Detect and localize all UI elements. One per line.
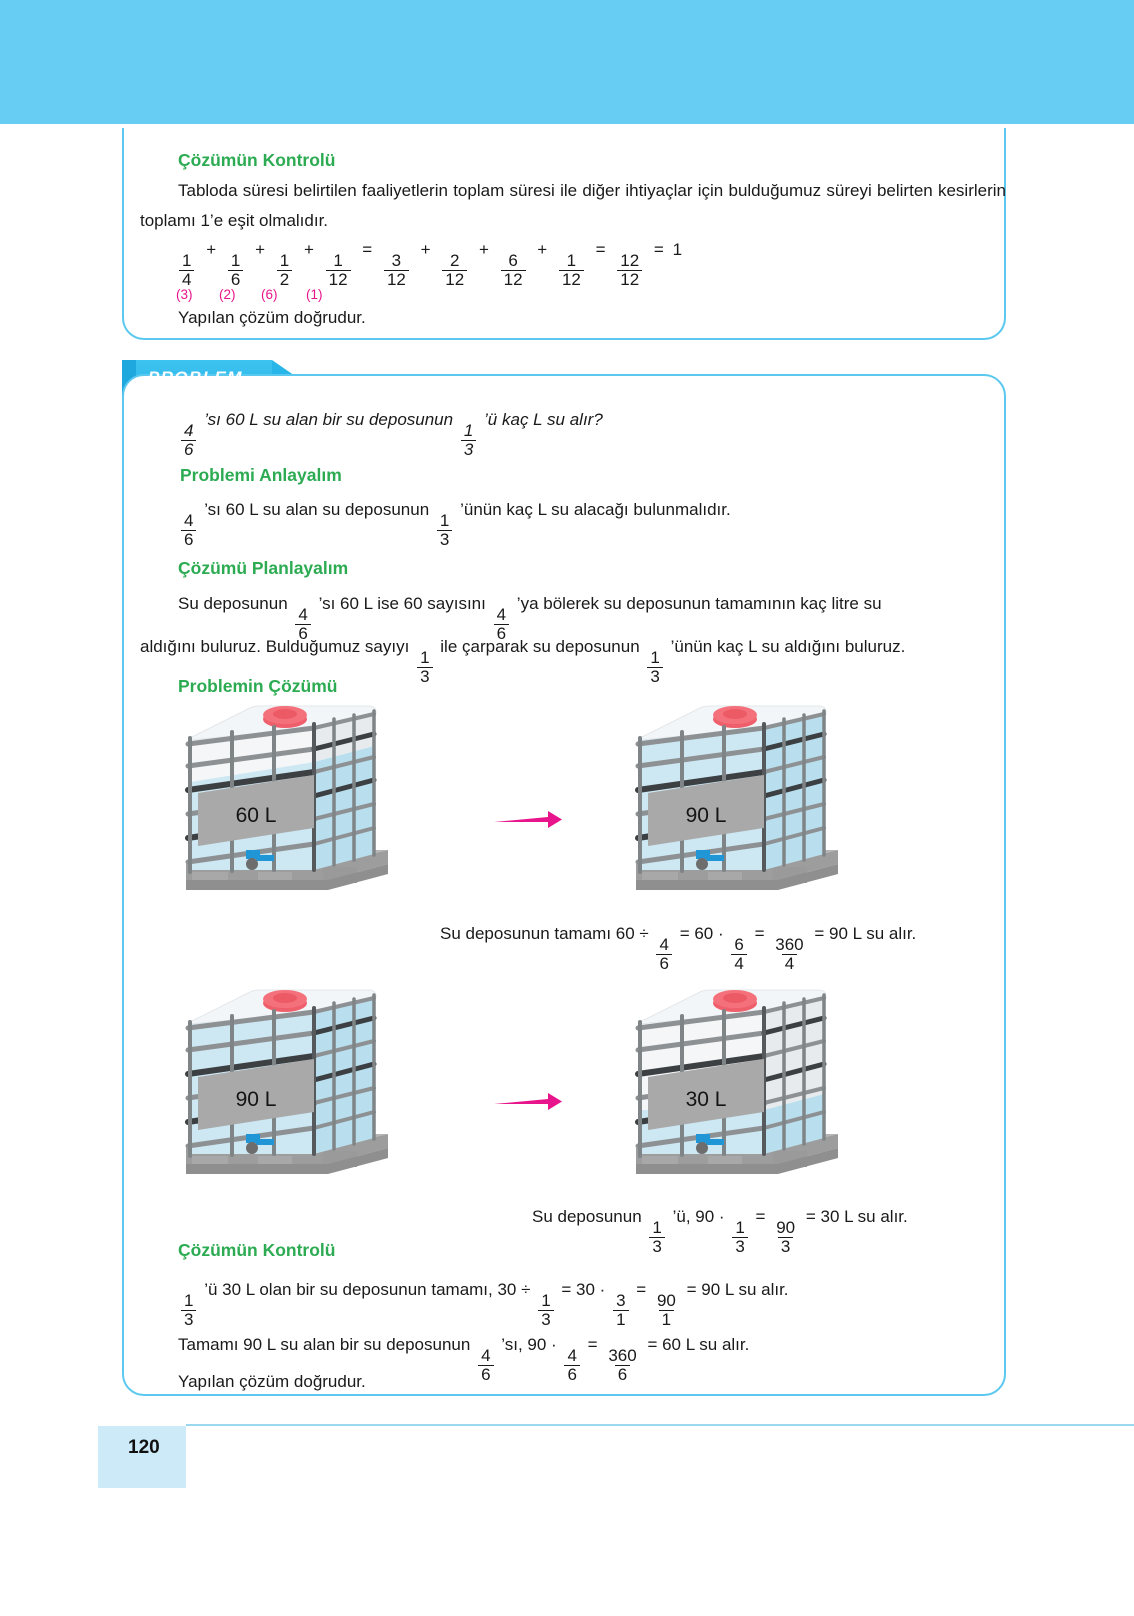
tank-30l <box>628 988 846 1184</box>
problem-statement-pre: ’sı 60 L su alan bir su deposunun <box>204 410 454 429</box>
eq1-eq1: = 60 · <box>679 924 724 943</box>
tank-lid-icon <box>263 706 307 728</box>
tank-90l <box>178 988 396 1184</box>
fc2-frac-360-6: $\frac{360}{6}$ <box>608 1345 637 1384</box>
tank-90l-full <box>628 704 846 900</box>
understand-heading: Problemi Anlayalım <box>180 465 342 485</box>
plan-l2-a: aldığını buluruz. Bulduğumuz sayıyı <box>140 637 410 656</box>
understand-frac-1-3: $\frac{1}{3}$ <box>437 512 452 548</box>
fraction-1-12-b: $\frac{1}{12}$ <box>559 252 584 288</box>
tank-label: 90 L <box>685 804 727 827</box>
solution-equation-2 <box>532 1207 908 1255</box>
fc1-frac-90-1: $\frac{90}{1}$ <box>656 1290 676 1329</box>
plan-heading: Çözümü Planlayalım <box>178 558 349 578</box>
solution-check-heading: Çözümün Kontrolü <box>178 150 336 170</box>
page-header-band <box>0 0 1134 124</box>
understand-text-mid: ’sı 60 L su alan su deposunun <box>204 500 430 519</box>
fc2-a: Tamamı 90 L su alan bir su deposunun <box>178 1335 471 1354</box>
fraction-3-12: $\frac{3}{12}$ <box>384 252 409 288</box>
fc2-b: ’sı, 90 · <box>501 1335 557 1354</box>
understand-text-end: ’ünün kaç L su alacağı bulunmalıdır. <box>460 500 731 519</box>
tank-lid-icon <box>713 706 757 728</box>
problem-banner-label: PROBLEM <box>148 368 243 387</box>
fraction-sum-equation: $\frac{1}{4}$ + $\frac{1}{6}$ + $\frac{1}{2}$ + $\frac{1}{12}$ = $\frac{3}{12}$ + $\frac{2}{12}$ + $\frac{6}{12}$ + $\frac{1}{12}$ = $\frac{12}{12}$ = 1 <box>176 240 682 288</box>
eq1-frac-6-4: $\frac{6}{4}$ <box>731 936 746 972</box>
solution-equation-1 <box>440 924 916 972</box>
eq1-eq2: = <box>754 924 765 943</box>
equation-result: 1 <box>672 240 683 259</box>
eq1-prefix: Su deposunun tamamı 60 ÷ <box>440 924 649 943</box>
plan-frac-4-6-a: $\frac{4}{6}$ <box>295 606 310 642</box>
eq2-frac-1-3-a: $\frac{1}{3}$ <box>649 1219 664 1255</box>
fraction-12-12: $\frac{12}{12}$ <box>617 252 642 288</box>
fraction-2-12: $\frac{2}{12}$ <box>442 252 467 288</box>
page-number: 120 <box>128 1437 160 1458</box>
multiplier-1: (1) <box>306 287 323 302</box>
eq2-frac-90-3: $\frac{90}{3}$ <box>776 1217 796 1256</box>
problem-frac-1-3: $\frac{1}{3}$ <box>461 422 476 458</box>
fc1-d: = 90 L su alır. <box>686 1280 789 1299</box>
plan-l1-b: ’sı 60 L ise 60 sayısını <box>318 594 486 613</box>
final-check-line-1 <box>178 1280 789 1328</box>
tank-60l <box>178 704 396 900</box>
eq2-eq2: = <box>755 1207 766 1226</box>
plan-line-1 <box>178 594 882 642</box>
fc1-b: = 30 · <box>561 1280 606 1299</box>
problem-statement-post: ’ü kaç L su alır? <box>484 410 603 429</box>
fc1-frac-1-3: $\frac{1}{3}$ <box>181 1292 196 1328</box>
tank-label: 60 L <box>235 804 277 827</box>
eq1-frac-360-4: $\frac{360}{4}$ <box>775 934 804 973</box>
plan-l1-c: ’ya bölerek su deposunun tamamının kaç litre su <box>516 594 882 613</box>
multiplier-6: (6) <box>261 287 278 302</box>
fc2-frac-4-6-b: $\frac{4}{6}$ <box>564 1347 579 1383</box>
plan-frac-4-6-b: $\frac{4}{6}$ <box>494 606 509 642</box>
solution-check-conclusion: Yapılan çözüm doğrudur. <box>178 308 366 327</box>
fc2-d: = 60 L su alır. <box>647 1335 750 1354</box>
fc1-a: ’ü 30 L olan bir su deposunun tamamı, 30 ÷ <box>204 1280 531 1299</box>
problem-frac-4-6: $\frac{4}{6}$ <box>181 422 196 458</box>
fc2-frac-4-6-a: $\frac{4}{6}$ <box>478 1347 493 1383</box>
arrow-right-icon-1 <box>494 810 562 835</box>
understand-line <box>178 500 731 548</box>
tank-label: 30 L <box>685 1088 727 1111</box>
multiplier-2: (2) <box>219 287 236 302</box>
arrow-right-icon-2 <box>494 1092 562 1117</box>
multiplier-3: (3) <box>176 287 193 302</box>
plan-frac-1-3-a: $\frac{1}{3}$ <box>417 649 432 685</box>
fraction-1-6: $\frac{1}{6}$ <box>228 252 243 288</box>
fraction-1-2: $\frac{1}{2}$ <box>277 252 292 288</box>
fc1-c: = <box>636 1280 647 1299</box>
tank-lid-icon <box>263 990 307 1012</box>
understand-frac-4-6: $\frac{4}{6}$ <box>181 512 196 548</box>
eq2-prefix: Su deposunun <box>532 1207 642 1226</box>
solution-heading: Problemin Çözümü <box>178 676 338 696</box>
fraction-6-12: $\frac{6}{12}$ <box>501 252 526 288</box>
plan-frac-1-3-b: $\frac{1}{3}$ <box>647 649 662 685</box>
fc1-frac-3-1: $\frac{3}{1}$ <box>613 1292 628 1328</box>
eq1-frac-4-6: $\frac{4}{6}$ <box>656 936 671 972</box>
fraction-1-4: $\frac{1}{4}$ <box>179 252 194 288</box>
tank-label: 90 L <box>235 1088 277 1111</box>
plan-l2-b: ile çarparak su deposunun <box>440 637 640 656</box>
fc2-c: = <box>587 1335 598 1354</box>
tank-lid-icon <box>713 990 757 1012</box>
eq1-eq3: = 90 L su alır. <box>814 924 917 943</box>
eq2-mid: ’ü, 90 · <box>672 1207 725 1226</box>
problem-statement <box>178 410 603 458</box>
final-check-heading: Çözümün Kontrolü <box>178 1240 336 1260</box>
plan-l2-c: ’ünün kaç L su aldığını buluruz. <box>670 637 906 656</box>
final-check-conclusion: Yapılan çözüm doğrudur. <box>178 1372 366 1391</box>
plan-l1-a: Su deposunun <box>178 594 288 613</box>
fc1-frac-1-3-b: $\frac{1}{3}$ <box>538 1292 553 1328</box>
eq2-eq3: = 30 L su alır. <box>805 1207 908 1226</box>
fraction-1-12: $\frac{1}{12}$ <box>326 252 351 288</box>
solution-check-paragraph: Tabloda süresi belirtilen faaliyetlerin toplam süresi ile diğer ihtiyaçlar için bulduğumuz süreyi belirten kesirlerin toplamı 1’e eşit olmalıdır. <box>140 181 1006 230</box>
footer-divider <box>186 1424 1134 1426</box>
eq2-frac-1-3-b: $\frac{1}{3}$ <box>732 1219 747 1255</box>
